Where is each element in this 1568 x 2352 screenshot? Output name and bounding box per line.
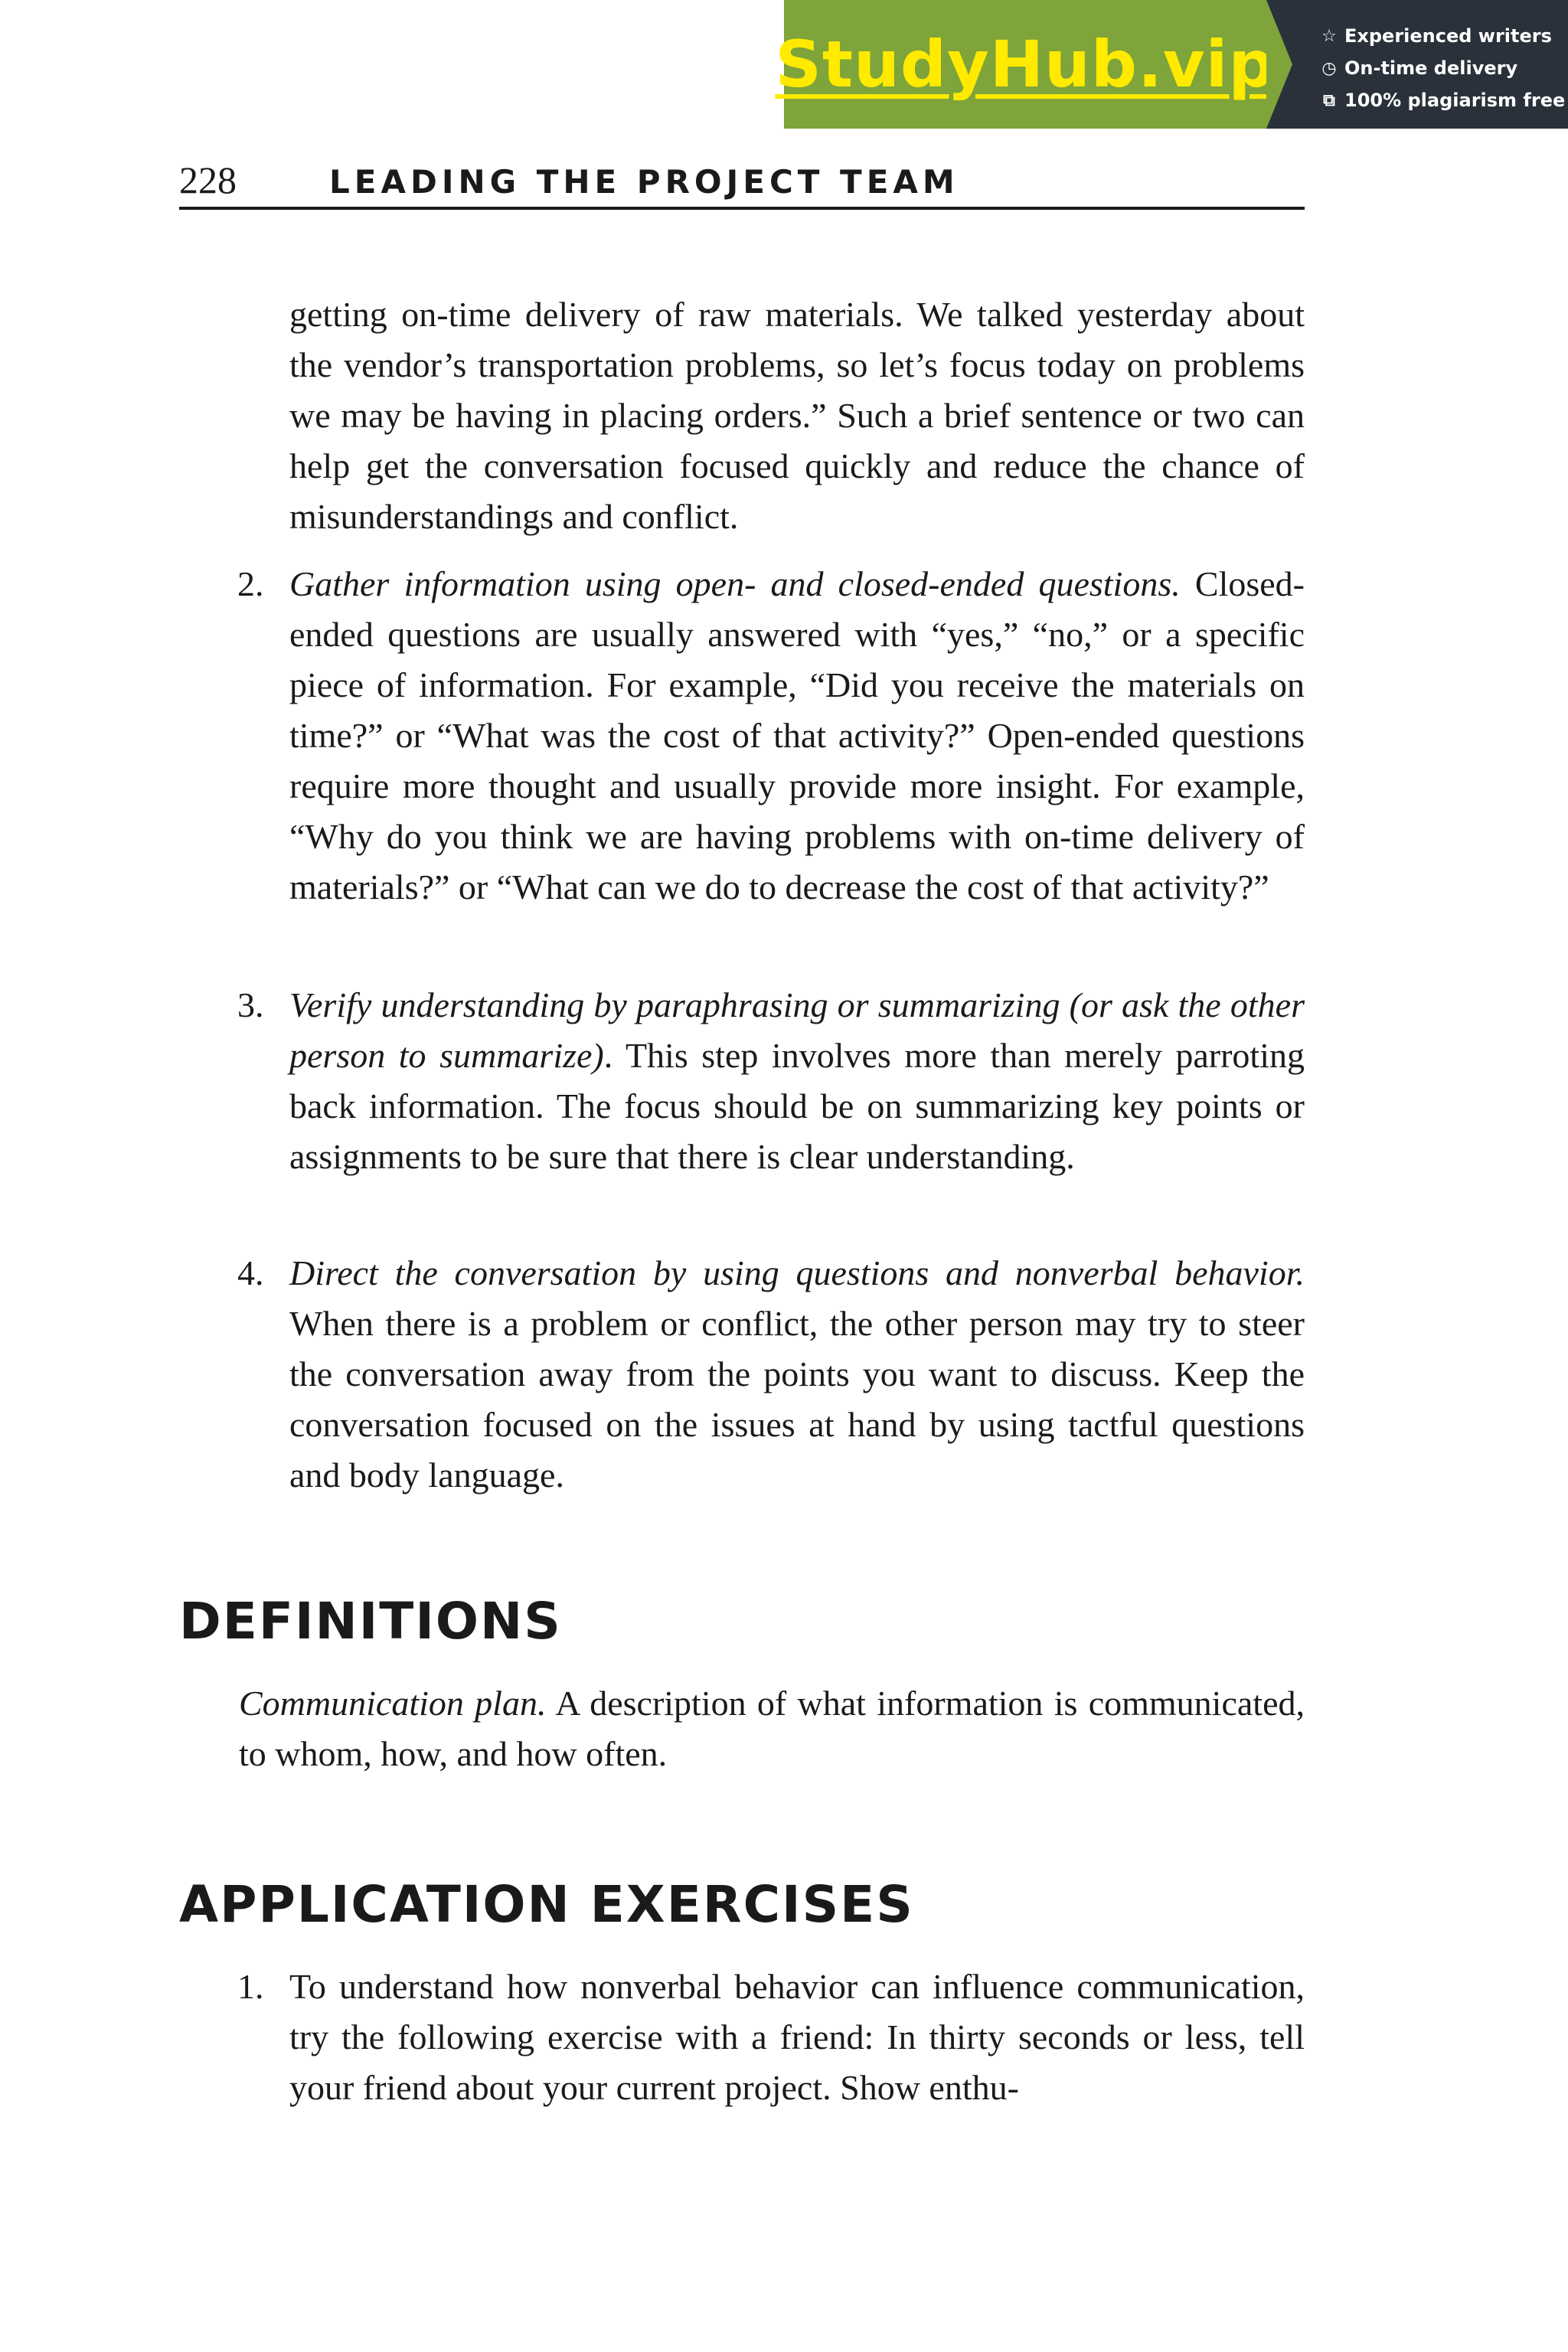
definition-entry [239, 1678, 1305, 1779]
list-body: . This step involves more than merely parroting back information. The focus should be on summarizing key points or assignments to be sure that there is clear understanding. [289, 1036, 1305, 1176]
list-lead: Verify understanding by paraphrasing or summarizing (or ask the other person to summarize) [289, 985, 1305, 1075]
list-text [289, 1248, 1305, 1501]
list-text: To understand how nonverbal behavior can influence communication, try the following exercise with a friend: In thirty seconds or less, tell your friend about your current project. Show enthu- [289, 1967, 1305, 2107]
banner-features [1266, 0, 1568, 129]
copy-icon: ⧉ [1323, 90, 1335, 110]
continuation-paragraph: getting on-time delivery of raw materials. We talked yesterday about the vendor’s transportation problems, so let’s focus today on problems we may be having in placing orders.” Such a brief sentence or two can help get the conversation focused quickly and reduce the chance of misunderstandings and conflict. [289, 295, 1305, 536]
list-body: Closed-ended questions are usually answered with “yes,” “no,” or a specific piece of information. For example, “Did you receive the materials on time?” or “What was the cost of that activity?” Open-ended questions require more thought and usually provide more insight. For example, “Why do you think we are having problems with on-time delivery of materials?” or “What can we do to decrease the cost of that activity?” [289, 564, 1305, 906]
running-title: LEADING THE PROJECT TEAM [329, 163, 959, 201]
feature-experienced-writers [1318, 20, 1568, 52]
ad-banner[interactable] [775, 0, 1568, 129]
running-header [179, 159, 1305, 210]
list-number: 1. [237, 1967, 264, 2006]
list-number: 2. [237, 564, 264, 603]
definition-text: A description of what information is communicated, to whom, how, and how often. [239, 1684, 1305, 1773]
list-body: When there is a problem or conflict, the other person may try to steer the conversation away from the points you want to discuss. Keep the conversation focused on the issues at hand by using tactful questions and body language. [289, 1304, 1305, 1494]
clock-icon: ◷ [1321, 58, 1337, 78]
feature-label: On-time delivery [1344, 57, 1518, 79]
studyhub-logo[interactable]: StudyHub.vip [775, 27, 1276, 102]
feature-plagiarism-free [1318, 84, 1568, 116]
banner-brand[interactable] [775, 0, 1276, 129]
definitions-heading: DEFINITIONS [179, 1592, 562, 1651]
list-lead: Gather information using open- and closed-ended questions. [289, 564, 1181, 603]
feature-on-time-delivery [1318, 52, 1568, 84]
list-lead: Direct the conversation by using questions and nonverbal behavior. [289, 1253, 1305, 1292]
page-number: 228 [179, 158, 237, 201]
list-number: 3. [237, 985, 264, 1024]
feature-label: Experienced writers [1344, 25, 1552, 47]
list-text [289, 980, 1305, 1182]
application-exercises-heading: APPLICATION EXERCISES [179, 1875, 914, 1934]
definition-term: Communication plan. [239, 1684, 547, 1723]
list-text [289, 559, 1305, 913]
star-icon: ☆ [1321, 26, 1337, 46]
list-number: 4. [237, 1253, 264, 1292]
feature-label: 100% plagiarism free [1344, 90, 1566, 111]
